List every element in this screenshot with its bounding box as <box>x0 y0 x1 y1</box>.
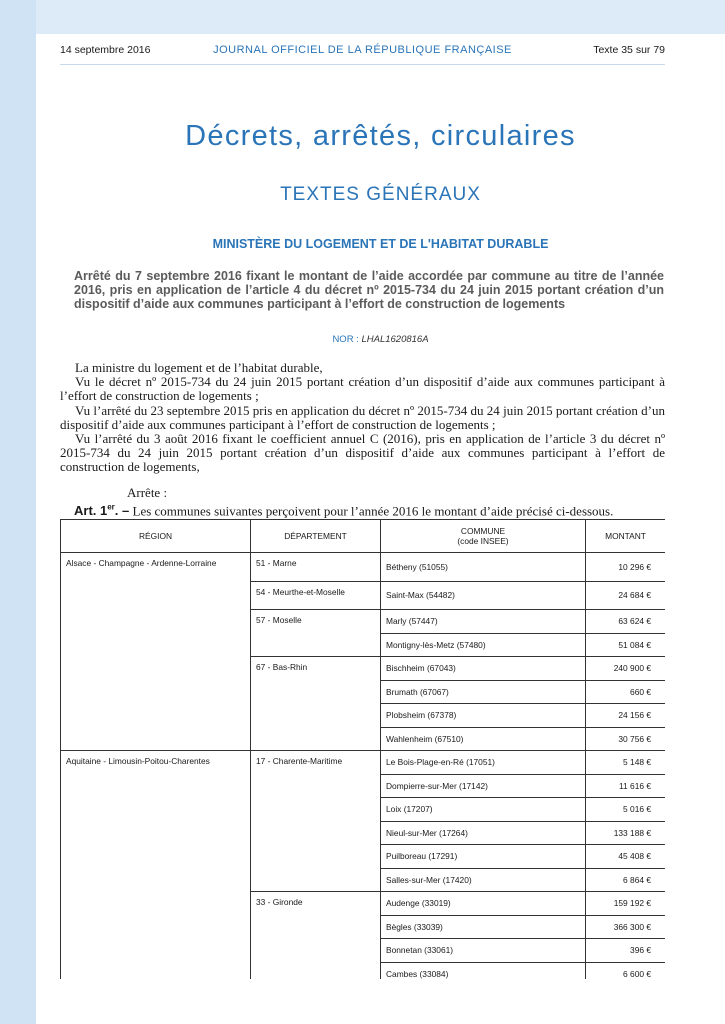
preamble <box>60 361 665 475</box>
article-1 <box>74 503 613 519</box>
cell-montant: 6 600 € <box>586 962 666 979</box>
header-commune: COMMUNE (code INSEE) <box>381 520 586 553</box>
arrete-decision: Arrête : <box>127 485 168 500</box>
arrete-title: Arrêté du 7 septembre 2016 fixant le montant de l’aide accordée par commune au titre de l’année 2016, pris en application de l’article 4 du décret nº 2015-734 du 24 juin 2015 portant création d’un dispositif d’aide aux communes participant à l’effort de construction de logements <box>74 269 664 311</box>
cell-montant: 51 084 € <box>586 633 666 657</box>
cell-commune: Bétheny (51055) <box>381 553 586 582</box>
cell-commune: Saint-Max (54482) <box>381 581 586 610</box>
aid-table-container <box>60 519 665 979</box>
cell-montant: 24 156 € <box>586 704 666 728</box>
cell-commune: Brumath (67067) <box>381 680 586 704</box>
cell-departement: 51 - Marne <box>251 553 381 582</box>
table-body <box>61 553 666 980</box>
article-1-text: Les communes suivantes perçoivent pour l’année 2016 le montant d’aide précisé ci-dessous. <box>129 503 614 519</box>
preamble-paragraph: Vu l’arrêté du 3 août 2016 fixant le coefficient annuel C (2016), pris en application de l’article 3 du décret nº 2015-734 du 24 juin 2015 portant création d’un dispositif d’aide aux communes participant à l’effort de construction de logements, <box>60 431 665 475</box>
cell-commune: Cambes (33084) <box>381 962 586 979</box>
cell-commune: Le Bois-Plage-en-Ré (17051) <box>381 751 586 775</box>
cell-departement: 33 - Gironde <box>251 892 381 980</box>
header-region: RÉGION <box>61 520 251 553</box>
cell-montant: 366 300 € <box>586 915 666 939</box>
cell-commune: Dompierre-sur-Mer (17142) <box>381 774 586 798</box>
header-journal-name: JOURNAL OFFICIEL DE LA RÉPUBLIQUE FRANÇAISE <box>213 44 512 56</box>
section-subtitle: TEXTES GÉNÉRAUX <box>280 184 481 205</box>
cell-montant: 6 864 € <box>586 868 666 892</box>
cell-commune: Marly (57447) <box>381 610 586 634</box>
cell-commune: Nieul-sur-Mer (17264) <box>381 821 586 845</box>
left-margin-band <box>0 0 36 1024</box>
cell-commune: Audenge (33019) <box>381 892 586 916</box>
cell-montant: 240 900 € <box>586 657 666 681</box>
preamble-paragraph: Vu l’arrêté du 23 septembre 2015 pris en application du décret nº 2015-734 du 24 juin 2015 portant création d’un dispositif d’aide aux communes participant à l’effort de construction de logements ; <box>60 402 665 432</box>
table-row <box>61 553 666 582</box>
cell-montant: 5 016 € <box>586 798 666 822</box>
nor-label: NOR : <box>332 334 362 345</box>
preamble-paragraph: La ministre du logement et de l’habitat durable, <box>75 360 323 375</box>
cell-montant: 133 188 € <box>586 821 666 845</box>
cell-commune: Bègles (33039) <box>381 915 586 939</box>
cell-montant: 660 € <box>586 680 666 704</box>
cell-montant: 396 € <box>586 939 666 963</box>
cell-montant: 24 684 € <box>586 581 666 610</box>
cell-departement: 17 - Charente-Maritime <box>251 751 381 892</box>
cell-commune: Loix (17207) <box>381 798 586 822</box>
preamble-paragraph: Vu le décret nº 2015-734 du 24 juin 2015 portant création d’un dispositif d’aide aux communes participant à l’effort de construction de logements ; <box>60 374 665 404</box>
cell-departement: 67 - Bas-Rhin <box>251 657 381 751</box>
cell-commune: Plobsheim (67378) <box>381 704 586 728</box>
header-rule <box>60 64 665 65</box>
cell-montant: 63 624 € <box>586 610 666 634</box>
cell-montant: 11 616 € <box>586 774 666 798</box>
cell-montant: 10 296 € <box>586 553 666 582</box>
cell-montant: 159 192 € <box>586 892 666 916</box>
nor-code: LHAL1620816A <box>361 334 429 345</box>
cell-commune: Salles-sur-Mer (17420) <box>381 868 586 892</box>
table-row <box>61 751 666 775</box>
cell-region: Aquitaine - Limousin-Poitou-Charentes <box>61 751 251 980</box>
cell-montant: 45 408 € <box>586 845 666 869</box>
aid-table <box>60 519 665 979</box>
header-departement: DÉPARTEMENT <box>251 520 381 553</box>
cell-departement: 57 - Moselle <box>251 610 381 657</box>
cell-montant: 30 756 € <box>586 727 666 751</box>
cell-region: Alsace - Champagne - Ardenne-Lorraine <box>61 553 251 751</box>
cell-commune: Bischheim (67043) <box>381 657 586 681</box>
cell-commune: Puilboreau (17291) <box>381 845 586 869</box>
ministry-heading: MINISTÈRE DU LOGEMENT ET DE L'HABITAT DURABLE <box>212 237 549 251</box>
cell-commune: Wahlenheim (67510) <box>381 727 586 751</box>
cell-commune: Bonnetan (33061) <box>381 939 586 963</box>
cell-commune: Montigny-lès-Metz (57480) <box>381 633 586 657</box>
header-text-number: Texte 35 sur 79 <box>593 44 665 56</box>
header-date: 14 septembre 2016 <box>60 44 151 56</box>
table-header-row <box>61 520 666 553</box>
nor-reference <box>36 334 725 345</box>
cell-montant: 5 148 € <box>586 751 666 775</box>
cell-departement: 54 - Meurthe-et-Moselle <box>251 581 381 610</box>
top-margin-band <box>36 0 725 34</box>
running-header <box>60 44 665 58</box>
header-montant: MONTANT <box>586 520 666 553</box>
article-1-label: Art. 1er. – <box>74 503 130 519</box>
section-title: Décrets, arrêtés, circulaires <box>185 120 576 152</box>
